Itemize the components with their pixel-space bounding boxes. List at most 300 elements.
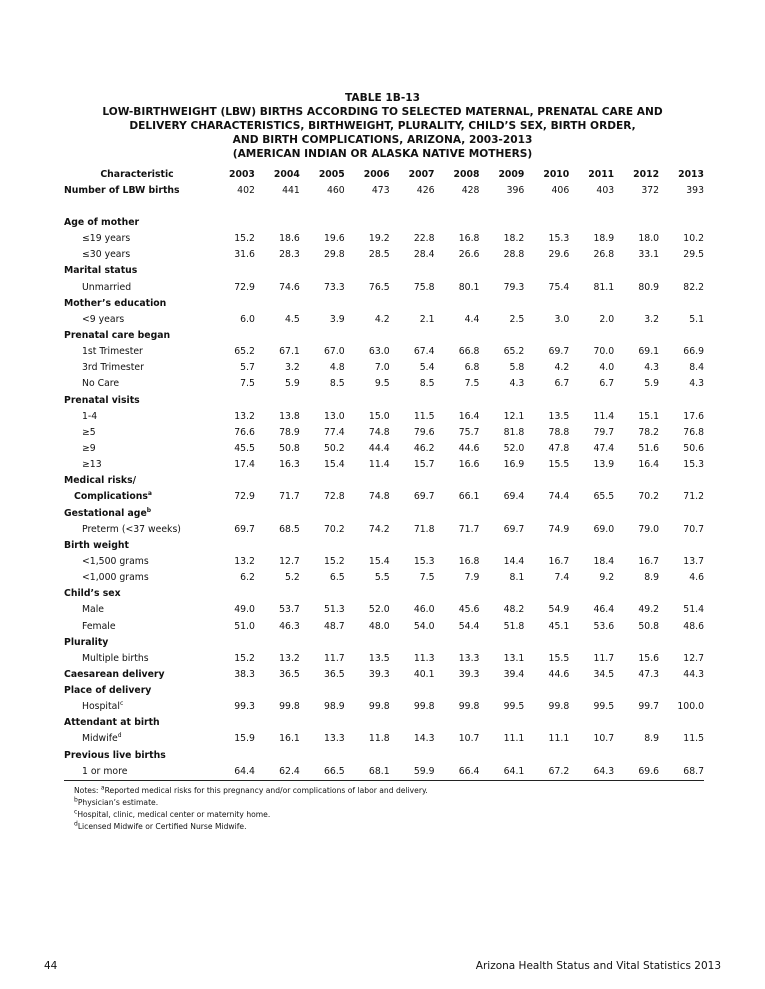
row-label [64, 731, 210, 747]
table-cell [435, 634, 480, 650]
table-cell [255, 586, 300, 602]
row-label [64, 473, 210, 489]
table-cell: 99.8 [458, 701, 480, 713]
table-cell: 99.7 [638, 701, 660, 713]
table-cell [390, 214, 435, 230]
table-cell: 15.9 [234, 733, 255, 745]
table-cell: 16.6 [458, 459, 480, 471]
section-header-row [64, 537, 704, 553]
table-cell: 46.3 [279, 620, 300, 632]
note-line [74, 809, 428, 821]
table-cell [210, 683, 255, 699]
table-cell [659, 634, 704, 650]
note-text: Hospital, clinic, medical center or maternity home. [77, 810, 271, 819]
row-label-text: Number of LBW births [64, 184, 180, 196]
table-cell: 78.2 [638, 426, 660, 438]
table-cell [300, 634, 345, 650]
table-cell: 15.2 [234, 233, 255, 245]
table-cell: 7.4 [554, 572, 570, 584]
table-cell: 54.4 [458, 620, 480, 632]
table-cell: 70.2 [638, 491, 660, 503]
table-cell: 11.1 [503, 733, 525, 745]
section-header-row [64, 586, 704, 602]
table-cell: 99.8 [368, 701, 390, 713]
table-cell: 13.3 [458, 652, 480, 664]
table-cell: 75.8 [413, 281, 435, 293]
table-cell [659, 327, 704, 343]
row-label-text: Attendant at birth [64, 717, 160, 729]
table-cell: 10.2 [683, 233, 704, 245]
table-cell: 15.3 [413, 555, 435, 567]
table-cell: 68.7 [683, 765, 704, 777]
table-cell [659, 263, 704, 279]
row-label-text: ≤19 years [82, 233, 131, 245]
year-header: 2007 [408, 168, 435, 180]
table-cell [569, 473, 614, 489]
table-cell [614, 586, 659, 602]
table-cell: 66.8 [458, 346, 480, 358]
table-cell: 6.8 [464, 362, 480, 374]
table-cell: 45.6 [458, 604, 480, 616]
table-cell: 45.1 [548, 620, 570, 632]
table-cell: 15.3 [548, 233, 570, 245]
table-cell [300, 715, 345, 731]
table-cell: 473 [371, 184, 390, 196]
year-header: 2004 [273, 168, 300, 180]
table-cell: 48.2 [503, 604, 525, 616]
row-label-text: 1 or more [82, 765, 128, 777]
title-line: DELIVERY CHARACTERISTICS, BIRTHWEIGHT, PLURALITY, CHILD’S SEX, BIRTH ORDER, [129, 120, 636, 132]
table-cell [255, 683, 300, 699]
row-label-text: Birth weight [64, 539, 129, 551]
table-cell: 16.7 [548, 555, 570, 567]
table-cell: 67.4 [413, 346, 435, 358]
table-cell: 2.1 [419, 313, 435, 325]
row-label [64, 666, 210, 682]
table-cell [300, 214, 345, 230]
table-cell: 76.5 [368, 281, 390, 293]
page-number: 44 [44, 960, 58, 972]
table-cell [435, 263, 480, 279]
table-cell [390, 683, 435, 699]
table-row [64, 457, 704, 473]
table-cell [255, 263, 300, 279]
table-cell [255, 327, 300, 343]
table-cell: 11.3 [413, 652, 435, 664]
table-cell: 79.0 [638, 523, 660, 535]
table-cell: 98.9 [324, 701, 345, 713]
row-label [64, 263, 210, 279]
table-cell [524, 634, 569, 650]
row-label [64, 247, 210, 263]
table-cell: 39.4 [503, 668, 525, 680]
table-cell: 72.9 [234, 281, 255, 293]
table-cell [479, 473, 524, 489]
row-label [64, 198, 210, 214]
table-cell: 16.3 [279, 459, 300, 471]
table-cell [345, 683, 390, 699]
table-cell [659, 683, 704, 699]
table-cell [210, 327, 255, 343]
row-label [64, 521, 210, 537]
row-label-text: No Care [82, 378, 120, 390]
table-cell [210, 537, 255, 553]
table-cell: 78.9 [279, 426, 300, 438]
table-cell: 372 [641, 184, 660, 196]
row-label-text: Age of mother [64, 216, 140, 228]
table-cell: 16.8 [458, 555, 480, 567]
table-cell: 82.2 [683, 281, 704, 293]
table-cell: 18.6 [279, 233, 300, 245]
table-cell: 11.7 [593, 652, 615, 664]
table-cell [435, 392, 480, 408]
year-header: 2010 [543, 168, 570, 180]
table-cell: 69.7 [503, 523, 525, 535]
section-header-row [64, 295, 704, 311]
table-cell: 393 [686, 184, 704, 196]
table-cell [300, 473, 345, 489]
row-label-text: Marital status [64, 265, 138, 277]
table-cell [345, 634, 390, 650]
table-row [64, 376, 704, 392]
table-cell: 11.7 [324, 652, 345, 664]
table-cell [255, 295, 300, 311]
table-cell: 99.5 [593, 701, 615, 713]
row-label-text: ≤30 years [82, 249, 131, 261]
table-cell [345, 537, 390, 553]
section-header-row [64, 327, 704, 343]
note-text: Licensed Midwife or Certified Nurse Midwife. [77, 822, 247, 831]
table-row [64, 602, 704, 618]
table-cell: 52.0 [503, 442, 525, 454]
row-label-text: Prenatal care began [64, 329, 171, 341]
row-label [64, 311, 210, 327]
table-cell: 52.0 [368, 604, 390, 616]
table-cell [390, 537, 435, 553]
table-cell: 39.3 [458, 668, 480, 680]
row-label [64, 747, 210, 763]
table-cell: 13.5 [368, 652, 390, 664]
table-cell: 16.4 [638, 459, 660, 471]
year-header: 2009 [498, 168, 525, 180]
table-cell [524, 295, 569, 311]
table-cell [390, 198, 435, 214]
table-cell: 80.1 [458, 281, 480, 293]
table-cell: 11.5 [683, 733, 704, 745]
table-cell [435, 586, 480, 602]
table-cell: 64.4 [234, 765, 255, 777]
table-cell [300, 263, 345, 279]
table-cell [659, 715, 704, 731]
table-cell [390, 586, 435, 602]
table-cell: 65.2 [503, 346, 525, 358]
row-label [64, 457, 210, 473]
table-cell [569, 198, 614, 214]
row-label [64, 424, 210, 440]
table-row [64, 731, 704, 747]
table-cell: 4.4 [464, 313, 480, 325]
table-cell: 64.3 [593, 765, 615, 777]
table-cell: 8.5 [329, 378, 345, 390]
table-cell: 14.4 [503, 555, 525, 567]
characteristic-header: Characteristic [100, 168, 174, 180]
table-cell: 62.4 [279, 765, 300, 777]
table-cell [255, 715, 300, 731]
table-cell: 6.2 [240, 572, 255, 584]
table-cell: 67.2 [548, 765, 570, 777]
table-cell: 99.8 [413, 701, 435, 713]
table-cell: 15.5 [548, 652, 570, 664]
table-cell: 15.2 [234, 652, 255, 664]
table-cell: 7.5 [240, 378, 255, 390]
table-cell: 2.0 [599, 313, 615, 325]
table-cell: 8.9 [644, 733, 660, 745]
row-label [64, 586, 210, 602]
table-cell: 12.1 [503, 410, 525, 422]
table-cell [345, 473, 390, 489]
table-cell: 71.2 [683, 491, 704, 503]
table-cell [210, 586, 255, 602]
table-cell: 63.0 [368, 346, 390, 358]
year-header: 2005 [318, 168, 345, 180]
table-cell: 13.2 [279, 652, 300, 664]
table-cell [479, 537, 524, 553]
table-cell: 11.5 [413, 410, 435, 422]
table-cell [210, 198, 255, 214]
row-label-text: 1st Trimester [82, 346, 143, 358]
table-cell: 77.4 [324, 426, 345, 438]
table-cell [614, 295, 659, 311]
table-cell: 50.2 [324, 442, 345, 454]
footnote-marker: d [74, 820, 78, 828]
table-cell [390, 473, 435, 489]
table-cell [569, 683, 614, 699]
table-cell: 8.4 [689, 362, 704, 374]
table-cell [210, 392, 255, 408]
note-line [74, 797, 428, 809]
table-cell [210, 214, 255, 230]
table-cell [390, 295, 435, 311]
footnote-marker: c [119, 700, 124, 708]
table-cell: 79.7 [593, 426, 615, 438]
table-cell [524, 198, 569, 214]
table-row [64, 311, 704, 327]
table-cell: 15.5 [548, 459, 570, 471]
table-cell [479, 295, 524, 311]
table-cell [479, 715, 524, 731]
year-header: 2008 [453, 168, 480, 180]
table-cell: 78.8 [548, 426, 570, 438]
table-cell: 40.1 [413, 668, 435, 680]
table-cell [345, 263, 390, 279]
table-cell: 68.5 [279, 523, 300, 535]
table-cell [524, 327, 569, 343]
table-cell [300, 586, 345, 602]
table-cell [345, 505, 390, 521]
table-cell [390, 263, 435, 279]
row-label [64, 182, 210, 198]
table-cell [390, 327, 435, 343]
row-label [64, 683, 210, 699]
table-cell: 29.6 [548, 249, 570, 261]
table-cell [479, 683, 524, 699]
table-cell: 47.4 [593, 442, 615, 454]
table-bottom-rule [64, 780, 704, 781]
table-cell: 13.7 [683, 555, 704, 567]
table-cell: 13.5 [548, 410, 570, 422]
row-label-text: <1,500 grams [82, 555, 149, 567]
table-cell: 6.7 [554, 378, 570, 390]
publication-title: Arizona Health Status and Vital Statistics 2013 [475, 960, 721, 972]
table-cell [659, 537, 704, 553]
table-cell: 72.9 [234, 491, 255, 503]
table-cell: 13.2 [234, 410, 255, 422]
row-label-text: Medical risks/ [64, 475, 137, 487]
table-cell [435, 747, 480, 763]
table-cell [210, 634, 255, 650]
row-label [64, 715, 210, 731]
table-cell: 18.9 [593, 233, 615, 245]
table-cell: 460 [326, 184, 345, 196]
table-cell: 65.5 [593, 491, 615, 503]
footnote-marker: c [74, 808, 78, 816]
table-cell: 48.0 [368, 620, 390, 632]
table-cell: 5.4 [419, 362, 435, 374]
table-row [64, 424, 704, 440]
title-subline: (AMERICAN INDIAN OR ALASKA NATIVE MOTHERS) [232, 148, 533, 160]
table-row [64, 763, 704, 779]
table-cell: 15.2 [324, 555, 345, 567]
table-cell [345, 392, 390, 408]
table-row [64, 618, 704, 634]
table-cell: 46.4 [593, 604, 615, 616]
table-cell: 5.9 [285, 378, 300, 390]
table-cell [659, 198, 704, 214]
table-cell [435, 214, 480, 230]
table-cell [345, 214, 390, 230]
table-cell: 5.1 [689, 313, 704, 325]
row-label-text: Preterm (<37 weeks) [82, 523, 181, 535]
table-cell [435, 505, 480, 521]
table-cell [255, 214, 300, 230]
title-line: LOW-BIRTHWEIGHT (LBW) BIRTHS ACCORDING TO SELECTED MATERNAL, PRENATAL CARE AND [102, 106, 663, 118]
table-cell: 12.7 [683, 652, 704, 664]
table-cell: 51.4 [683, 604, 704, 616]
table-cell [435, 295, 480, 311]
table-cell: 13.1 [503, 652, 525, 664]
table-cell [255, 634, 300, 650]
row-label-text: Mother’s education [64, 297, 167, 309]
table-cell: 44.3 [683, 668, 704, 680]
table-cell: 5.8 [509, 362, 525, 374]
note-line [74, 821, 428, 833]
row-label-text: Child’s sex [64, 588, 121, 600]
table-cell: 69.7 [548, 346, 570, 358]
row-label-text: Male [82, 604, 105, 616]
row-label [64, 650, 210, 666]
table-cell: 66.1 [458, 491, 480, 503]
table-cell: 4.3 [689, 378, 704, 390]
year-header: 2013 [678, 168, 704, 180]
table-cell: 66.4 [458, 765, 480, 777]
table-row [64, 344, 704, 360]
table-cell [479, 586, 524, 602]
table-cell: 11.8 [368, 733, 390, 745]
table-cell [255, 198, 300, 214]
table-cell [435, 198, 480, 214]
table-cell: 17.4 [234, 459, 255, 471]
year-header: 2011 [588, 168, 615, 180]
table-cell: 47.8 [548, 442, 570, 454]
row-label-text: Previous live births [64, 749, 166, 761]
table-cell: 10.7 [458, 733, 480, 745]
table-cell: 4.3 [509, 378, 525, 390]
table-cell: 16.7 [638, 555, 660, 567]
spacer-row [64, 198, 704, 214]
table-cell: 7.5 [419, 572, 435, 584]
row-label [64, 505, 210, 521]
table-cell: 71.7 [458, 523, 480, 535]
table-cell: 18.0 [638, 233, 660, 245]
table-cell [614, 634, 659, 650]
table-cell: 402 [237, 184, 255, 196]
row-label [64, 618, 210, 634]
table-cell: 81.8 [503, 426, 525, 438]
row-label [64, 279, 210, 295]
table-cell: 15.1 [638, 410, 660, 422]
table-cell: 69.0 [593, 523, 615, 535]
table-cell: 13.3 [324, 733, 345, 745]
table-cell [210, 505, 255, 521]
row-label [64, 553, 210, 569]
table-cell: 11.4 [368, 459, 390, 471]
table-cell: 6.7 [599, 378, 615, 390]
row-label-text: <9 years [82, 313, 125, 325]
table-row [64, 231, 704, 247]
table-cell: 36.5 [279, 668, 300, 680]
table-cell: 4.8 [329, 362, 345, 374]
table-cell: 44.6 [548, 668, 570, 680]
section-header-row [64, 715, 704, 731]
table-cell: 13.2 [234, 555, 255, 567]
table-cell: 71.7 [279, 491, 300, 503]
section-header-row [64, 683, 704, 699]
table-cell [435, 715, 480, 731]
table-cell: 65.2 [234, 346, 255, 358]
table-notes [74, 785, 428, 833]
year-header: 2006 [363, 168, 390, 180]
table-cell [300, 747, 345, 763]
table-cell: 38.3 [234, 668, 255, 680]
table-cell: 15.0 [368, 410, 390, 422]
table-cell [390, 505, 435, 521]
table-cell: 16.4 [458, 410, 480, 422]
table-cell [255, 537, 300, 553]
table-cell [569, 263, 614, 279]
table-cell [524, 683, 569, 699]
table-cell: 17.6 [683, 410, 704, 422]
row-label-text: Gestational age [64, 507, 147, 519]
year-header: 2003 [229, 168, 255, 180]
table-cell [569, 505, 614, 521]
table-cell: 28.5 [368, 249, 390, 261]
table-cell [524, 473, 569, 489]
table-cell [524, 263, 569, 279]
table-cell: 11.1 [548, 733, 570, 745]
row-label [64, 634, 210, 650]
table-cell: 74.8 [368, 426, 390, 438]
table-cell [345, 198, 390, 214]
